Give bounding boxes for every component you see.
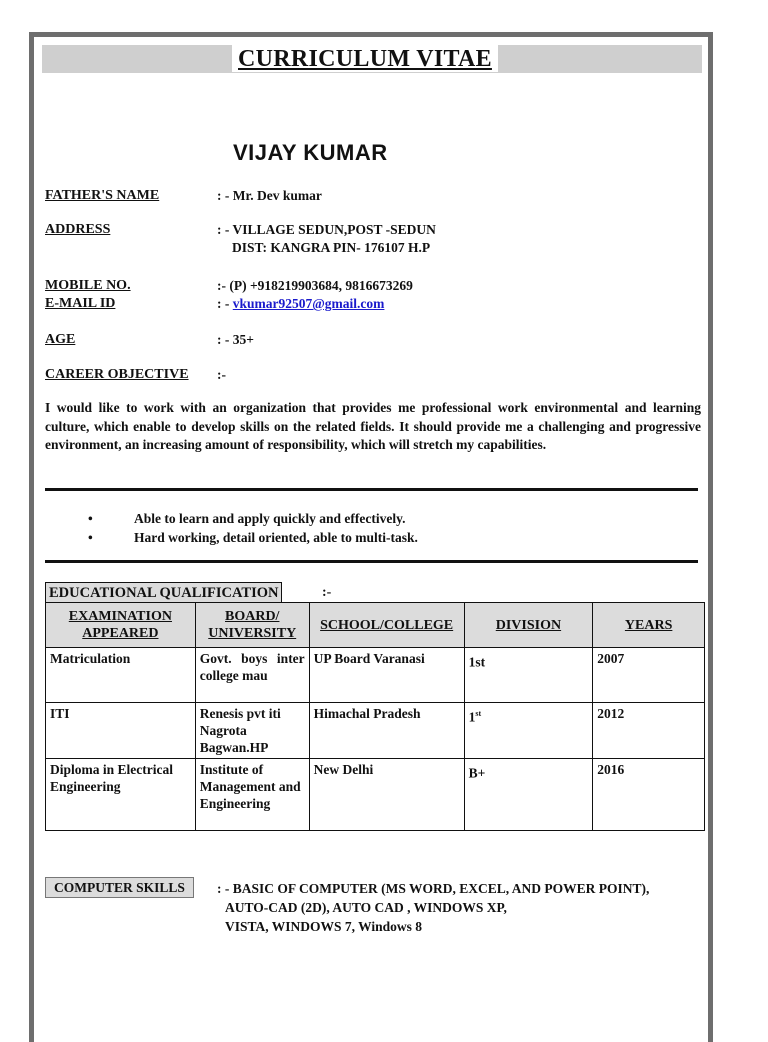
cell-school: New Delhi [309, 759, 464, 831]
divider-top [45, 488, 698, 491]
cell-board: Renesis pvt iti Nagrota Bagwan.HP [195, 703, 309, 759]
education-colon: :- [322, 585, 332, 600]
table-row [46, 759, 705, 831]
computer-skills-label: COMPUTER SKILLS [45, 877, 194, 898]
division-text: 1st [468, 654, 486, 670]
education-heading: EDUCATIONAL QUALIFICATION [45, 582, 282, 604]
division-text: B+ [468, 765, 486, 781]
strengths-list [88, 509, 418, 547]
cell-board: Institute of Management and Engineering [195, 759, 309, 831]
document-title: CURRICULUM VITAE [232, 44, 498, 72]
table-row [46, 703, 705, 759]
address-label: ADDRESS [45, 222, 111, 237]
education-table [45, 602, 705, 831]
cell-school: Himachal Pradesh [309, 703, 464, 759]
mobile-label: MOBILE NO. [45, 278, 131, 293]
division-sup: st [475, 709, 482, 718]
cell-examination: ITI [46, 703, 196, 759]
cell-examination: Diploma in Electrical Engineering [46, 759, 196, 831]
computer-skills-value [217, 879, 649, 936]
column-header-division: DIVISION [464, 603, 593, 648]
column-header-examination: EXAMINATION APPEARED [46, 603, 196, 648]
father-name-value: : - Mr. Dev kumar [217, 188, 322, 203]
objective-text: I would like to work with an organization that provides me professional work environmental and learning culture, which enable to develop skills on the related fields. It should provide me a challenging and progressive environment, an increasing amount of responsibility, which will stretch my capabilities. [45, 400, 701, 452]
cell-year: 2007 [593, 648, 705, 703]
cell-school: UP Board Varanasi [309, 648, 464, 703]
address-line-1: : - VILLAGE SEDUN,POST -SEDUN [217, 222, 436, 237]
computer-skills-line-3: VISTA, WINDOWS 7, Windows 8 [225, 919, 423, 934]
list-item [88, 509, 418, 528]
address-line-2: DIST: KANGRA PIN- 176107 H.P [232, 240, 431, 255]
age-value: : - 35+ [217, 332, 254, 347]
column-header-board: BOARD/ UNIVERSITY [195, 603, 309, 648]
cell-board: Govt. boys inter college mau [195, 648, 309, 703]
age-label: AGE [45, 332, 76, 347]
career-objective-label: CAREER OBJECTIVE [45, 367, 189, 382]
strength-text: Hard working, detail oriented, able to multi-task. [134, 530, 418, 545]
bullet-icon: • [88, 530, 93, 545]
table-row [46, 648, 705, 703]
email-label: E-MAIL ID [45, 296, 116, 311]
cell-division [464, 759, 593, 831]
email-prefix: : - [217, 296, 233, 311]
divider-bottom [45, 560, 698, 563]
table-header-row [46, 603, 705, 648]
email-row [217, 295, 384, 313]
computer-skills-line-2: AUTO-CAD (2D), AUTO CAD , WINDOWS XP, [225, 900, 507, 915]
father-name-label: FATHER'S NAME [45, 188, 160, 203]
computer-skills-line-1: : - BASIC OF COMPUTER (MS WORD, EXCEL, AND POWER POINT), [217, 881, 650, 896]
cell-division [464, 648, 593, 703]
candidate-name: VIJAY KUMAR [233, 140, 388, 165]
column-header-years: YEARS [593, 603, 705, 648]
cell-year: 2012 [593, 703, 705, 759]
bullet-icon: • [88, 511, 93, 526]
list-item [88, 528, 418, 547]
column-header-school: SCHOOL/COLLEGE [309, 603, 464, 648]
mobile-value: :- (P) +918219903684, 9816673269 [217, 278, 413, 293]
cell-division [464, 703, 593, 759]
email-link[interactable]: vkumar92507@gmail.com [232, 296, 385, 311]
cell-year: 2016 [593, 759, 705, 831]
strength-text: Able to learn and apply quickly and effectively. [134, 511, 406, 526]
cell-examination: Matriculation [46, 648, 196, 703]
division-text: 1 [468, 709, 476, 725]
career-objective-colon: :- [217, 367, 226, 382]
